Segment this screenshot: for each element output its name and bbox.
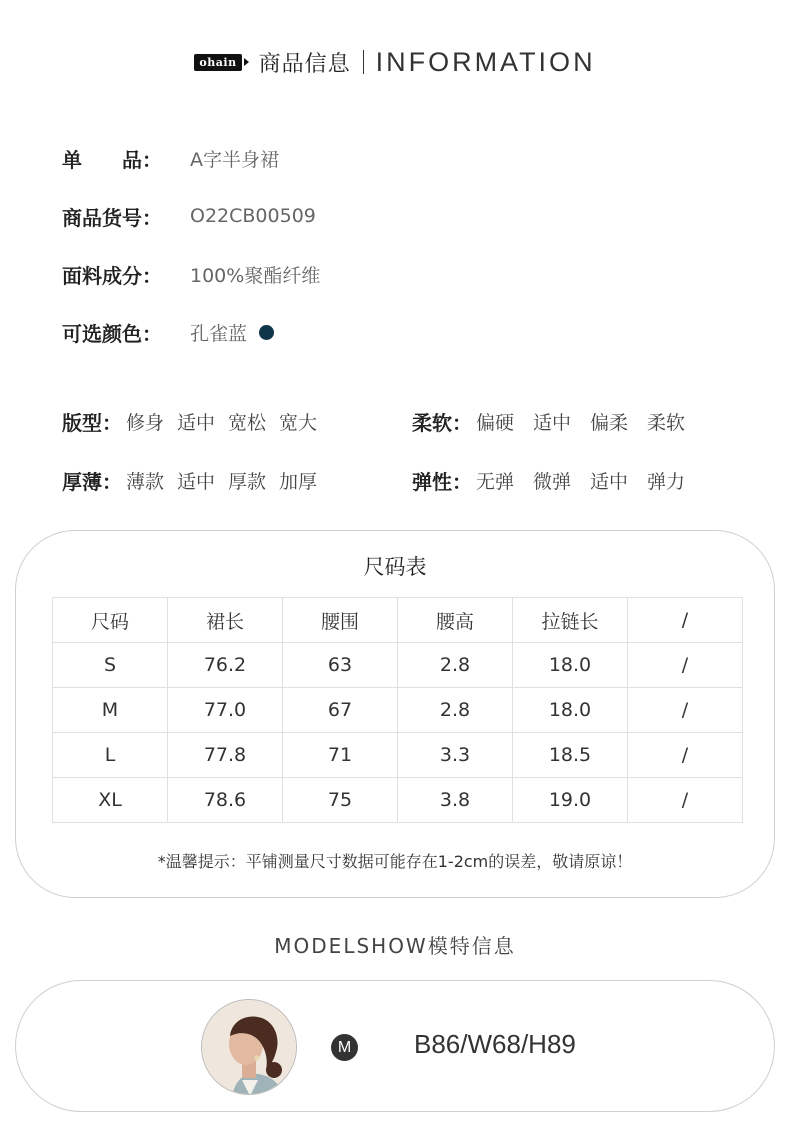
attribute-scales — [62, 400, 762, 518]
table-cell: L — [53, 733, 168, 778]
attr-thickness — [62, 466, 412, 495]
logo-arrow-icon — [244, 58, 249, 66]
table-cell: 2.8 — [398, 643, 513, 688]
size-chart-card — [15, 530, 775, 898]
table-row — [53, 643, 743, 688]
table-cell: / — [628, 688, 743, 733]
attr-option: 适中 — [590, 470, 629, 493]
size-chart-note: *温馨提示：平铺测量尺寸数据可能存在1-2cm的误差，敬请原谅！ — [157, 852, 633, 871]
table-header-cell: / — [628, 598, 743, 643]
info-row-sku — [62, 198, 722, 234]
attr-line — [62, 459, 762, 501]
info-value: 孔雀蓝 — [190, 322, 248, 345]
attr-option: 偏硬 — [476, 411, 515, 434]
table-row — [53, 688, 743, 733]
table-header-cell: 拉链长 — [513, 598, 628, 643]
attr-label: 柔软： — [412, 410, 472, 435]
attr-option: 厚款 — [228, 470, 267, 493]
table-cell: 18.0 — [513, 688, 628, 733]
table-cell: 19.0 — [513, 778, 628, 823]
attr-option: 宽大 — [279, 411, 318, 434]
size-table — [52, 597, 743, 823]
table-cell: S — [53, 643, 168, 688]
table-cell: 3.3 — [398, 733, 513, 778]
size-chart-title: 尺码表 — [363, 555, 427, 579]
header-divider — [363, 50, 364, 74]
model-card — [15, 980, 775, 1112]
attr-option: 无弹 — [476, 470, 515, 493]
table-row — [53, 733, 743, 778]
attr-label: 弹性： — [412, 469, 472, 494]
attr-option: 柔软 — [647, 411, 686, 434]
attr-option: 适中 — [177, 408, 215, 435]
table-header-row — [53, 598, 743, 643]
table-row — [53, 778, 743, 823]
info-value: 100%聚酯纤维 — [190, 264, 321, 287]
table-cell: 77.0 — [168, 688, 283, 733]
table-cell: 18.0 — [513, 643, 628, 688]
info-label: 可选颜色： — [62, 321, 162, 346]
attr-elasticity — [412, 466, 762, 495]
attr-label: 厚薄： — [62, 469, 122, 494]
attr-option: 适中 — [177, 467, 215, 494]
header-title-en: INFORMATION — [375, 46, 596, 77]
info-value: O22CB00509 — [190, 205, 316, 227]
table-cell: M — [53, 688, 168, 733]
table-cell: / — [628, 778, 743, 823]
attr-option: 弹力 — [647, 470, 686, 493]
model-portrait-icon — [202, 1000, 297, 1095]
model-measurements: B86/W68/H89 — [414, 1029, 576, 1059]
table-cell: 77.8 — [168, 733, 283, 778]
model-size-badge: M — [331, 1034, 358, 1061]
attr-label: 版型： — [62, 410, 122, 435]
attr-option: 偏柔 — [590, 411, 629, 434]
attr-fit — [62, 407, 412, 436]
section-header — [0, 40, 790, 84]
table-cell: 75 — [283, 778, 398, 823]
info-label: 面料成分： — [62, 263, 162, 288]
attr-line — [62, 400, 762, 442]
table-cell: / — [628, 733, 743, 778]
attr-option: 适中 — [533, 408, 571, 435]
attr-option: 加厚 — [279, 470, 318, 493]
info-row-item — [62, 140, 722, 176]
table-cell: 76.2 — [168, 643, 283, 688]
color-swatch[interactable] — [259, 325, 274, 340]
table-cell: 18.5 — [513, 733, 628, 778]
table-cell: 2.8 — [398, 688, 513, 733]
attr-softness — [412, 407, 762, 436]
table-cell: 78.6 — [168, 778, 283, 823]
model-avatar — [201, 999, 297, 1095]
info-label: 单 品： — [62, 147, 162, 172]
table-cell: XL — [53, 778, 168, 823]
attr-option: 宽松 — [228, 411, 267, 434]
table-cell: / — [628, 643, 743, 688]
table-cell: 71 — [283, 733, 398, 778]
attr-option: 修身 — [126, 411, 165, 434]
table-cell: 3.8 — [398, 778, 513, 823]
header-title-cn: 商品信息 — [258, 51, 351, 77]
info-label: 商品货号： — [62, 205, 162, 230]
table-cell: 63 — [283, 643, 398, 688]
table-header-cell: 腰围 — [283, 598, 398, 643]
table-header-cell: 裙长 — [168, 598, 283, 643]
model-section-title: MODELSHOW模特信息 — [274, 934, 516, 958]
brand-logo: ohain — [194, 54, 241, 71]
table-header-cell: 腰高 — [398, 598, 513, 643]
attr-option: 薄款 — [126, 470, 165, 493]
info-row-fabric — [62, 256, 722, 292]
product-info — [62, 140, 722, 372]
table-header-cell: 尺码 — [53, 598, 168, 643]
info-value: A字半身裙 — [190, 148, 279, 171]
attr-option: 微弹 — [533, 467, 571, 494]
table-cell: 67 — [283, 688, 398, 733]
info-row-color — [62, 314, 722, 350]
